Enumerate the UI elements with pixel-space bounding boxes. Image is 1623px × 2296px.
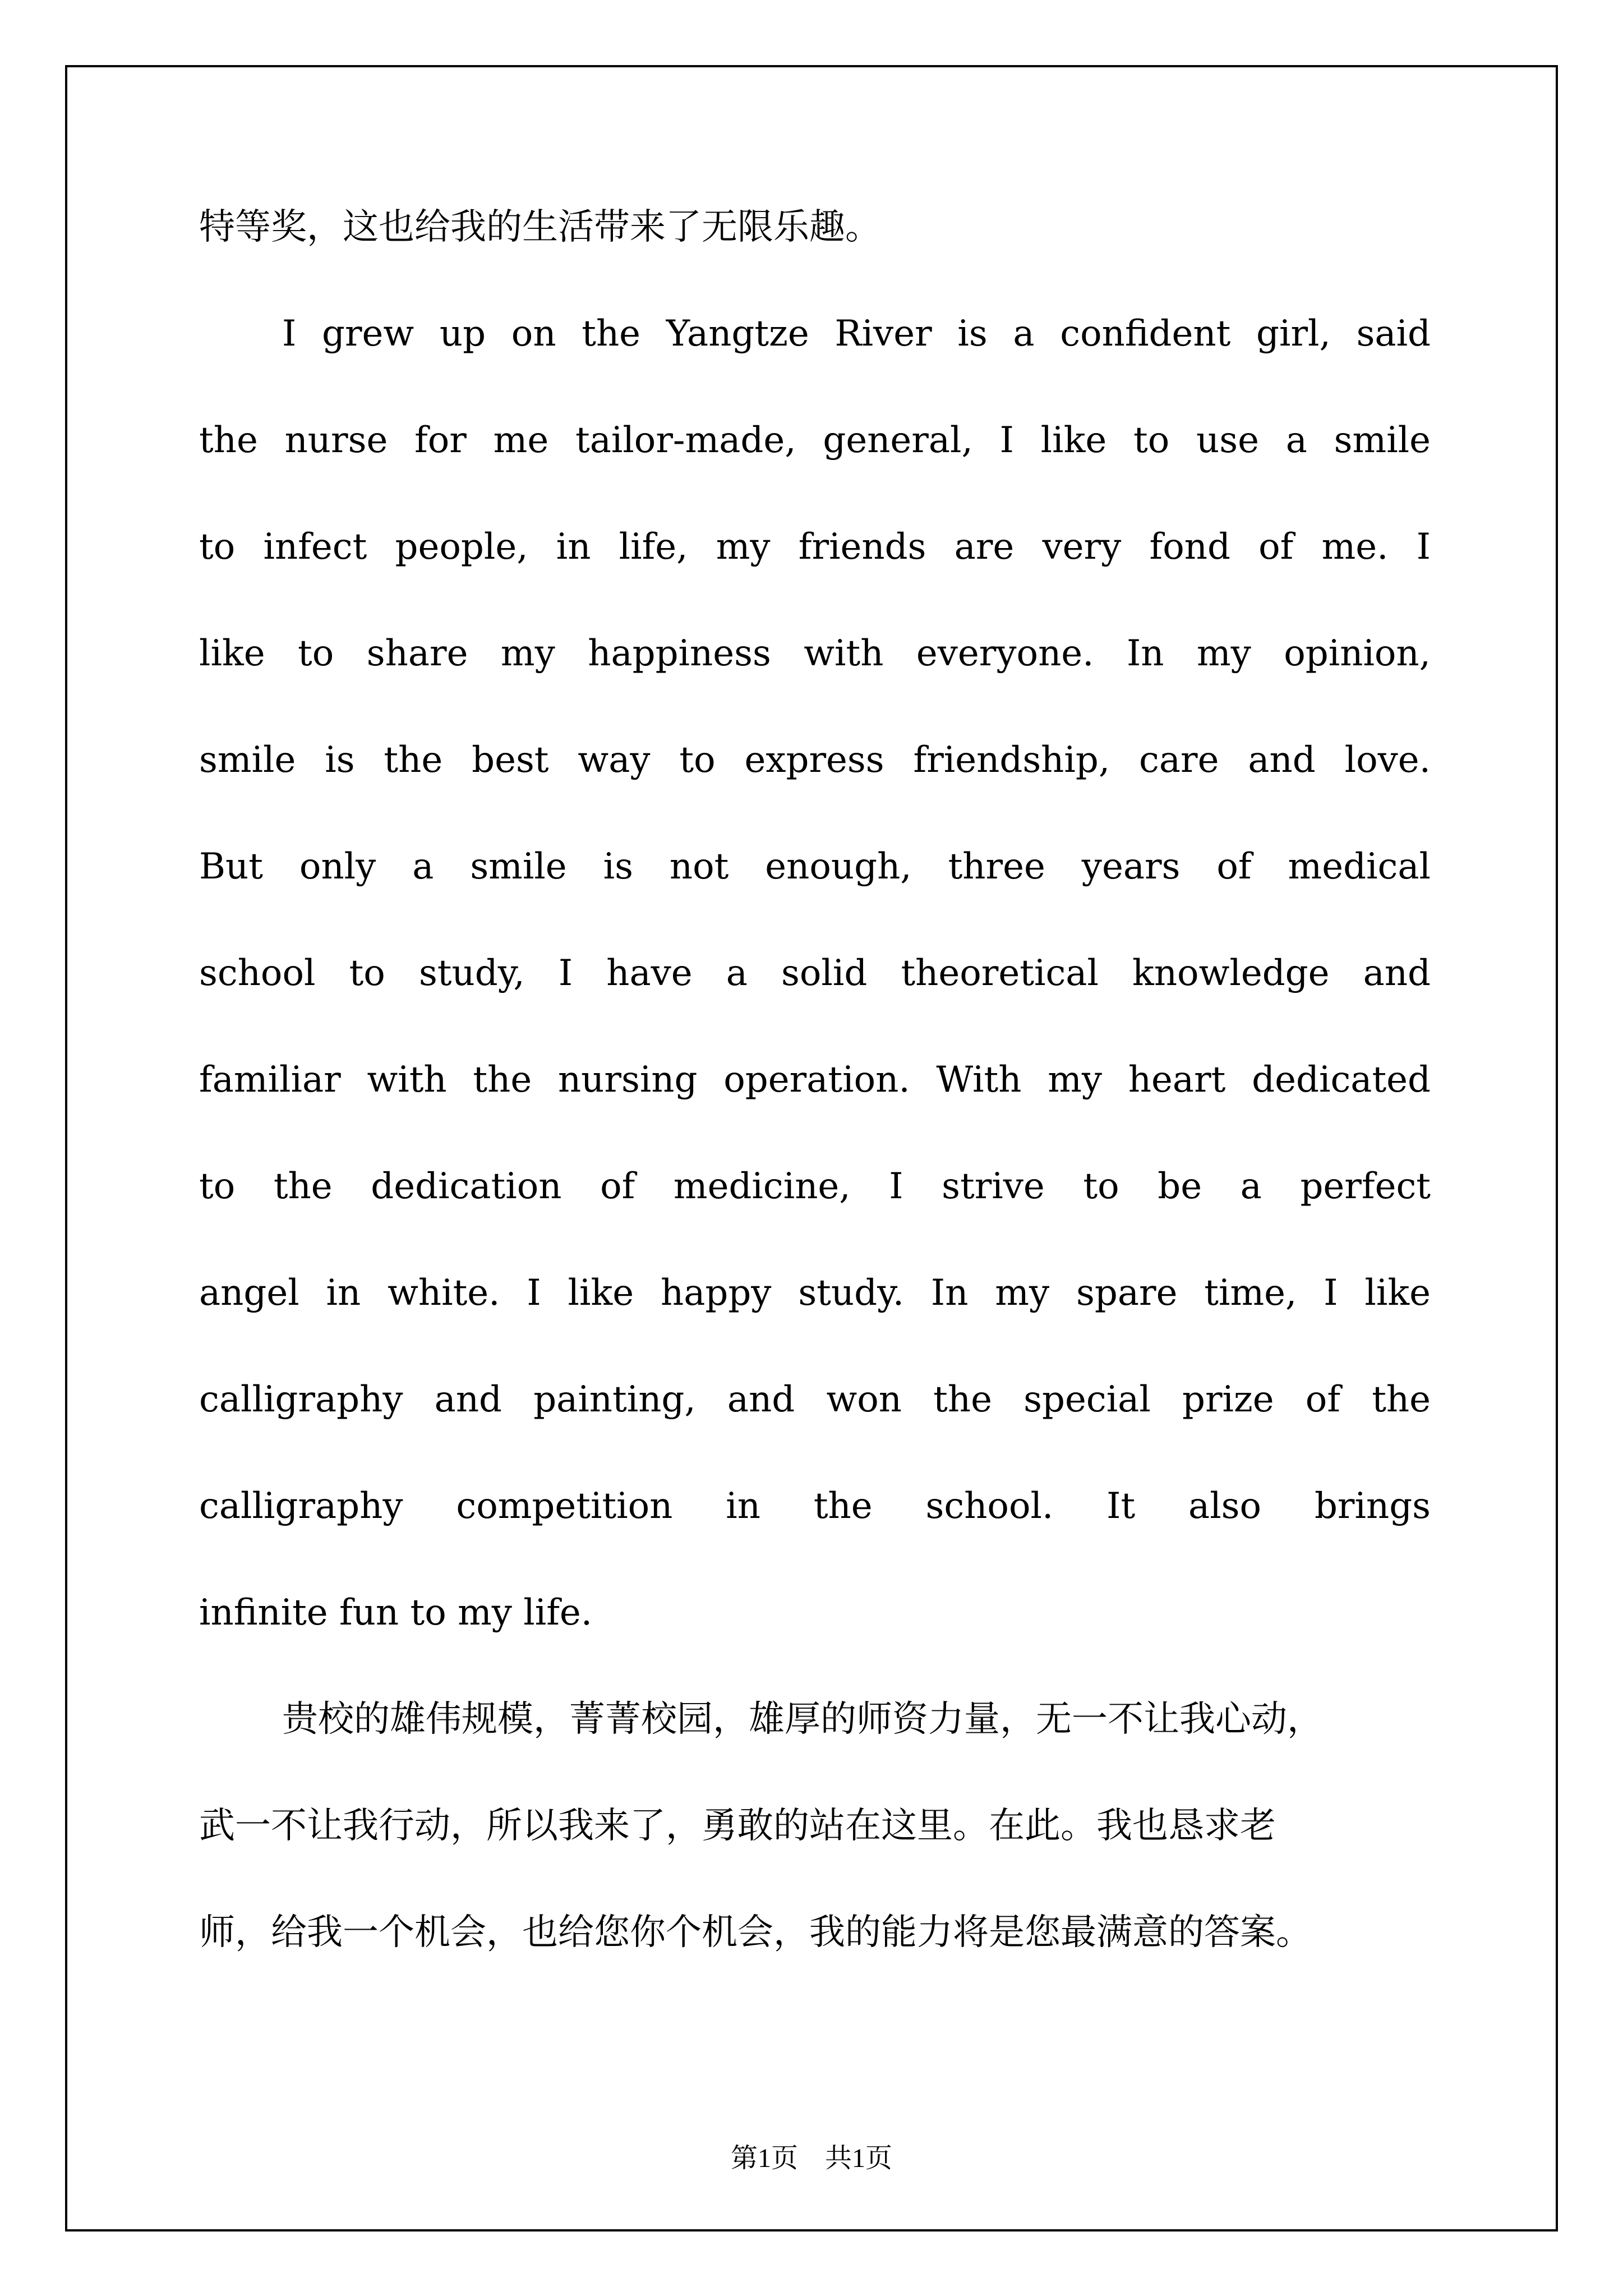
text-line: school to study, I have a solid theoretical knowledge and — [199, 953, 1431, 994]
text-line: 特等奖，这也给我的生活带来了无限乐趣。 — [199, 206, 881, 248]
text-line: calligraphy competition in the school. It also brings — [199, 1485, 1431, 1527]
text-line: to infect people, in life, my friends are very fond of me. I — [199, 526, 1431, 568]
text-line: to the dedication of medicine, I strive to be a perfect — [199, 1166, 1431, 1207]
text-line: calligraphy and painting, and won the special prize of the — [199, 1379, 1431, 1420]
text-line: familiar with the nursing operation. With my heart dedicated — [199, 1059, 1431, 1101]
text-line: 贵校的雄伟规模，菁菁校园，雄厚的师资力量，无一不让我心动， — [282, 1699, 1323, 1740]
text-line: the nurse for me tailor-made, general, I like to use a smile — [199, 420, 1431, 461]
page-number: 第1页 共1页 — [730, 2143, 892, 2173]
text-line: I grew up on the Yangtze River is a confident girl, said — [282, 313, 1431, 355]
text-line: 武一不让我行动，所以我来了，勇敢的站在这里。在此。我也恳求老 — [199, 1805, 1276, 1847]
text-line: infinite fun to my life. — [199, 1592, 593, 1634]
text-line: angel in white. I like happy study. In my spare time, I like — [199, 1272, 1431, 1314]
text-line: 师，给我一个机会，也给您你个机会，我的能力将是您最满意的答案。 — [199, 1912, 1312, 1953]
text-line: smile is the best way to express friendship, care and love. — [199, 739, 1431, 781]
text-line: But only a smile is not enough, three years of medical — [199, 846, 1431, 887]
document-body — [199, 205, 1431, 2017]
text-line: like to share my happiness with everyone. In my opinion, — [199, 633, 1431, 674]
